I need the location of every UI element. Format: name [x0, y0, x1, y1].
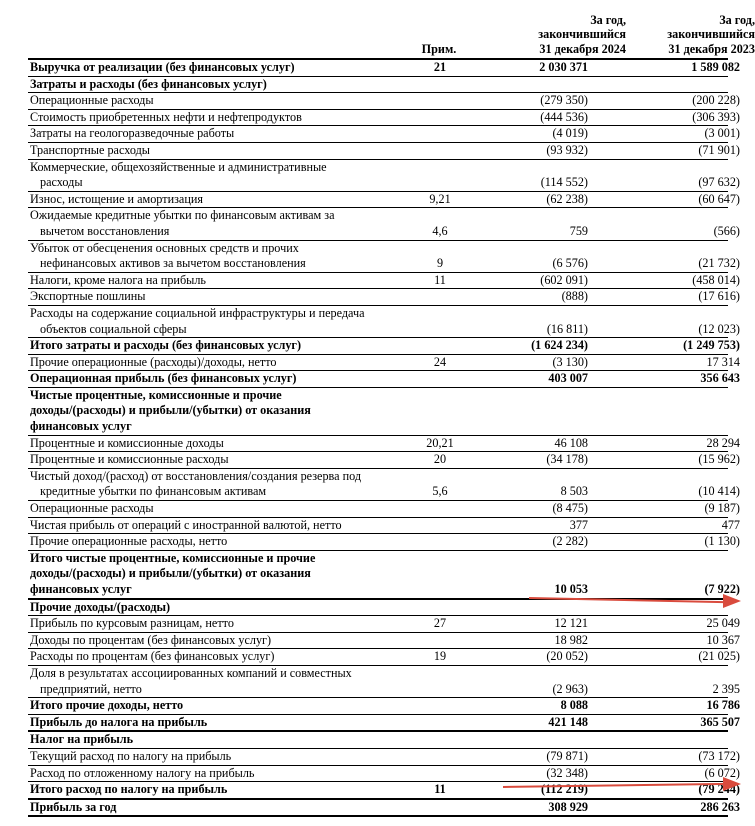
row-value-2024: 2 030 371 [539, 60, 588, 74]
table-row [28, 632, 740, 650]
row-value-2024: (114 552) [540, 175, 588, 190]
row-label: Чистая прибыль от операций с иностранной валютой, нетто [30, 517, 342, 532]
row-value-2023: (15 962) [698, 452, 740, 467]
row-value-2023: 10 367 [706, 632, 740, 647]
row-value-2023: (306 393) [692, 109, 740, 124]
table-row [28, 388, 728, 436]
annotation-arrowhead-1 [723, 594, 741, 608]
row-value-2024: 8 503 [560, 484, 588, 499]
header-2024: За год, закончившийся 31 декабря 2024 [538, 12, 626, 56]
annotation-arrowhead-2 [723, 777, 741, 791]
row-note: 19 [433, 649, 447, 664]
row-note: 11 [434, 272, 446, 287]
table-row [28, 109, 740, 127]
row-label: Итого расход по налогу на прибыль [30, 782, 228, 797]
table-row [28, 338, 740, 355]
row-value-2024: 18 982 [554, 632, 588, 647]
table-row [28, 191, 740, 209]
table-row [28, 732, 728, 749]
statement-rows [28, 58, 740, 817]
row-label-continued: финансовых услуг [30, 419, 132, 434]
header-note: Прим. [421, 41, 457, 56]
row-note: 21 [433, 60, 447, 74]
table-row [28, 517, 740, 535]
row-value-2024: (93 932) [546, 142, 588, 157]
table-row [28, 468, 740, 501]
row-note: 20,21 [426, 435, 454, 450]
row-value-2023: (9 187) [704, 501, 740, 516]
row-label: Транспортные расходы [30, 142, 150, 157]
table-header [28, 4, 755, 58]
table-row [28, 240, 740, 273]
row-label-continued: объектов социальной сферы [40, 321, 187, 336]
row-note: 11 [434, 782, 446, 797]
row-value-2023: 16 786 [706, 698, 740, 713]
row-value-2024: (2 963) [552, 681, 588, 696]
table-row [28, 289, 740, 306]
row-value-2024: (62 238) [546, 191, 588, 206]
row-value-2024: (32 348) [546, 765, 588, 780]
row-value-2023: (17 616) [698, 289, 740, 304]
row-value-2023: (1 130) [704, 534, 740, 549]
table-row [28, 600, 728, 617]
row-value-2024: 10 053 [554, 582, 588, 596]
row-value-2023: (71 901) [698, 142, 740, 157]
row-value-2023: 477 [721, 517, 740, 532]
table-row [28, 305, 740, 338]
row-value-2024: (16 811) [546, 321, 588, 336]
row-value-2024: (3 130) [552, 354, 588, 369]
row-value-2024: 46 108 [554, 435, 588, 450]
row-label: Убыток от обесценения основных средств и прочих [30, 240, 299, 255]
row-label: Операционные расходы [30, 93, 154, 108]
row-value-2023: 1 589 082 [691, 60, 740, 74]
table-row [28, 501, 740, 518]
table-row [28, 748, 740, 766]
row-label: Чистые процентные, комиссионные и прочие [30, 387, 282, 402]
row-label: Стоимость приобретенных нефти и нефтепродуктов [30, 109, 302, 124]
row-value-2024: (4 019) [552, 126, 588, 141]
table-row [28, 765, 740, 783]
row-value-2024: (888) [561, 289, 588, 304]
row-note: 4,6 [432, 223, 448, 238]
row-label: Налог на прибыль [30, 732, 134, 747]
row-note: 24 [433, 354, 447, 369]
row-value-2023: (79 244) [698, 782, 740, 797]
row-value-2023: (7 922) [704, 582, 740, 596]
table-row [28, 142, 740, 160]
row-value-2023: (566) [713, 223, 740, 238]
row-value-2024: (6 576) [552, 256, 588, 271]
row-value-2023: 2 395 [712, 681, 740, 696]
row-value-2024: 308 929 [548, 799, 588, 814]
row-value-2023: (12 023) [698, 321, 740, 336]
row-value-2024: (112 219) [540, 782, 588, 797]
row-label: Выручка от реализации (без финансовых услуг) [30, 60, 295, 74]
table-row [28, 58, 740, 77]
row-value-2023: (97 632) [698, 175, 740, 190]
row-label: Прибыль по курсовым разницам, нетто [30, 616, 234, 631]
table-row [28, 354, 740, 372]
row-value-2024: 12 121 [554, 616, 588, 631]
row-value-2024: (602 091) [540, 272, 588, 287]
row-label: Прибыль за год [30, 799, 117, 814]
table-row [28, 371, 740, 388]
row-value-2023: (3 001) [704, 126, 740, 141]
row-label-continued: доходы/(расходы) и прибыли/(убытки) от оказания [30, 403, 311, 418]
table-row [28, 649, 740, 666]
row-label: Итого чистые процентные, комиссионные и прочие [30, 550, 316, 565]
table-row [28, 534, 740, 551]
row-value-2023: (10 414) [698, 484, 740, 499]
row-label: Ожидаемые кредитные убытки по финансовым активам за [30, 208, 335, 223]
row-value-2023: (6 072) [704, 765, 740, 780]
row-value-2024: (444 536) [540, 109, 588, 124]
row-label: Процентные и комиссионные доходы [30, 435, 224, 450]
table-row [28, 77, 728, 94]
row-value-2023: 365 507 [700, 714, 740, 729]
row-label: Чистый доход/(расход) от восстановления/создания резерва под [30, 468, 362, 483]
row-value-2024: (79 871) [546, 748, 588, 763]
row-value-2023: (21 732) [698, 256, 740, 271]
row-label-continued: предприятий, нетто [40, 681, 142, 696]
table-row [28, 452, 740, 469]
table-row [28, 159, 740, 192]
row-value-2023: 17 314 [706, 354, 740, 369]
row-label: Итого затраты и расходы (без финансовых услуг) [30, 338, 302, 353]
row-value-2024: (20 052) [546, 649, 588, 664]
table-row [28, 665, 740, 698]
row-label: Прочие операционные расходы, нетто [30, 534, 228, 549]
row-label: Итого прочие доходы, нетто [30, 698, 184, 713]
header-2023: За год, закончившийся 31 декабря 2023 [667, 12, 755, 56]
table-row [28, 799, 740, 818]
table-row [28, 616, 740, 633]
row-value-2024: (34 178) [546, 452, 588, 467]
row-label: Прочие операционные (расходы)/доходы, нетто [30, 354, 277, 369]
row-label: Затраты и расходы (без финансовых услуг) [30, 76, 267, 91]
row-label-continued: нефинансовых активов за вычетом восстановления [40, 256, 306, 271]
row-label: Затраты на геологоразведочные работы [30, 126, 235, 141]
row-note: 20 [433, 452, 447, 467]
row-label-continued: вычетом восстановления [40, 223, 170, 238]
row-value-2024: (2 282) [552, 534, 588, 549]
table-row [28, 272, 740, 290]
row-value-2023: (21 025) [698, 649, 740, 664]
row-value-2023: (60 647) [698, 191, 740, 206]
row-label: Налоги, кроме налога на прибыль [30, 272, 206, 287]
table-row [28, 435, 740, 453]
table-row [28, 126, 740, 143]
row-label: Расход по отложенному налогу на прибыль [30, 765, 255, 780]
row-label: Экспортные пошлины [30, 289, 146, 304]
row-label: Операционные расходы [30, 501, 154, 516]
row-label: Операционная прибыль (без финансовых услуг) [30, 371, 297, 386]
row-note: 9 [436, 256, 444, 271]
row-value-2024: (8 475) [552, 501, 588, 516]
row-value-2024: 421 148 [548, 714, 588, 729]
row-label: Износ, истощение и амортизация [30, 191, 203, 206]
row-label-continued: доходы/(расходы) и прибыли/(убытки) от оказания [30, 566, 311, 581]
row-value-2023: 356 643 [700, 371, 740, 386]
row-label: Прибыль до налога на прибыль [30, 714, 208, 729]
row-label: Прочие доходы/(расходы) [30, 599, 171, 614]
row-label: Доля в результатах ассоциированных компаний и совместных [30, 665, 352, 680]
row-value-2023: 286 263 [700, 799, 740, 814]
row-label-continued: финансовых услуг [30, 582, 132, 596]
row-note: 27 [433, 616, 447, 631]
row-value-2023: (200 228) [692, 93, 740, 108]
income-statement [28, 4, 755, 817]
row-label: Процентные и комиссионные расходы [30, 452, 229, 467]
table-row [28, 698, 740, 715]
row-label-continued: кредитные убытки по финансовым активам [40, 484, 267, 499]
table-row [28, 550, 740, 600]
row-label: Коммерческие, общехозяйственные и административные [30, 159, 327, 174]
row-label-continued: расходы [40, 175, 83, 190]
table-row [28, 714, 740, 733]
row-value-2024: 403 007 [548, 371, 588, 386]
row-label: Текущий расход по налогу на прибыль [30, 748, 232, 763]
row-value-2023: (1 249 753) [683, 338, 740, 353]
row-value-2024: 8 088 [560, 698, 588, 713]
row-label: Доходы по процентам (без финансовых услуг) [30, 632, 272, 647]
row-value-2023: 28 294 [706, 435, 740, 450]
row-value-2024: (279 350) [540, 93, 588, 108]
row-value-2024: 759 [569, 223, 588, 238]
row-note: 9,21 [429, 191, 451, 206]
row-value-2024: (1 624 234) [531, 338, 588, 353]
row-value-2023: (73 172) [698, 748, 740, 763]
row-label: Расходы по процентам (без финансовых услуг) [30, 649, 275, 664]
table-row [28, 93, 740, 110]
row-label: Расходы на содержание социальной инфраструктуры и передача [30, 305, 365, 320]
table-row [28, 208, 740, 240]
row-value-2023: 25 049 [706, 616, 740, 631]
row-value-2023: (458 014) [692, 272, 740, 287]
row-value-2024: 377 [569, 517, 588, 532]
row-note: 5,6 [432, 484, 448, 499]
